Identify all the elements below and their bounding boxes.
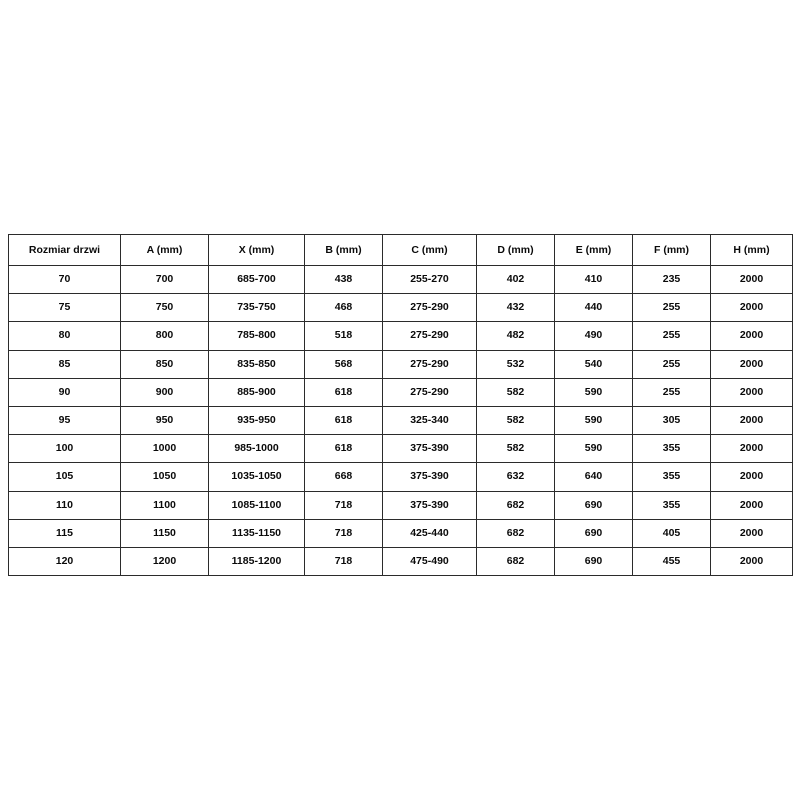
cell-x: 785-800: [209, 322, 305, 350]
cell-c: 375-390: [383, 463, 477, 491]
cell-x: 885-900: [209, 378, 305, 406]
cell-a: 750: [121, 294, 209, 322]
cell-d: 482: [477, 322, 555, 350]
cell-h: 2000: [711, 519, 793, 547]
cell-h: 2000: [711, 548, 793, 576]
cell-c: 255-270: [383, 266, 477, 294]
table-row: [9, 350, 793, 378]
cell-x: 985-1000: [209, 435, 305, 463]
cell-c: 475-490: [383, 548, 477, 576]
table-row: [9, 266, 793, 294]
cell-d: 432: [477, 294, 555, 322]
cell-b: 618: [305, 435, 383, 463]
cell-f: 405: [633, 519, 711, 547]
cell-h: 2000: [711, 378, 793, 406]
table-row: [9, 435, 793, 463]
cell-e: 690: [555, 548, 633, 576]
cell-d: 582: [477, 378, 555, 406]
cell-h: 2000: [711, 322, 793, 350]
cell-b: 518: [305, 322, 383, 350]
cell-c: 275-290: [383, 378, 477, 406]
cell-b: 618: [305, 407, 383, 435]
cell-b: 668: [305, 463, 383, 491]
column-header-rozmiar-drzwi: Rozmiar drzwi: [9, 235, 121, 266]
table-row: [9, 378, 793, 406]
table-row: [9, 548, 793, 576]
cell-x: 835-850: [209, 350, 305, 378]
cell-d: 582: [477, 435, 555, 463]
cell-a: 900: [121, 378, 209, 406]
cell-size: 75: [9, 294, 121, 322]
cell-a: 1150: [121, 519, 209, 547]
cell-h: 2000: [711, 491, 793, 519]
cell-a: 1200: [121, 548, 209, 576]
cell-c: 425-440: [383, 519, 477, 547]
cell-a: 1050: [121, 463, 209, 491]
cell-x: 1135-1150: [209, 519, 305, 547]
cell-b: 718: [305, 548, 383, 576]
cell-f: 255: [633, 350, 711, 378]
cell-f: 355: [633, 463, 711, 491]
cell-f: 305: [633, 407, 711, 435]
cell-size: 70: [9, 266, 121, 294]
cell-f: 255: [633, 294, 711, 322]
cell-b: 568: [305, 350, 383, 378]
cell-e: 590: [555, 407, 633, 435]
cell-size: 120: [9, 548, 121, 576]
cell-x: 685-700: [209, 266, 305, 294]
column-header-h: H (mm): [711, 235, 793, 266]
cell-size: 105: [9, 463, 121, 491]
table-row: [9, 294, 793, 322]
cell-b: 468: [305, 294, 383, 322]
cell-d: 682: [477, 548, 555, 576]
cell-c: 375-390: [383, 435, 477, 463]
cell-a: 800: [121, 322, 209, 350]
cell-c: 375-390: [383, 491, 477, 519]
cell-e: 590: [555, 435, 633, 463]
cell-size: 115: [9, 519, 121, 547]
cell-h: 2000: [711, 350, 793, 378]
cell-a: 850: [121, 350, 209, 378]
cell-b: 618: [305, 378, 383, 406]
cell-a: 1100: [121, 491, 209, 519]
cell-h: 2000: [711, 266, 793, 294]
cell-f: 455: [633, 548, 711, 576]
table-row: [9, 407, 793, 435]
cell-size: 100: [9, 435, 121, 463]
cell-x: 1185-1200: [209, 548, 305, 576]
cell-size: 80: [9, 322, 121, 350]
cell-f: 355: [633, 435, 711, 463]
cell-c: 275-290: [383, 322, 477, 350]
dimensions-table: [8, 234, 793, 576]
cell-d: 682: [477, 491, 555, 519]
cell-size: 90: [9, 378, 121, 406]
cell-d: 632: [477, 463, 555, 491]
cell-x: 1035-1050: [209, 463, 305, 491]
cell-c: 325-340: [383, 407, 477, 435]
cell-x: 1085-1100: [209, 491, 305, 519]
cell-e: 690: [555, 491, 633, 519]
cell-e: 640: [555, 463, 633, 491]
cell-c: 275-290: [383, 350, 477, 378]
table-row: [9, 519, 793, 547]
cell-f: 255: [633, 378, 711, 406]
cell-h: 2000: [711, 463, 793, 491]
cell-x: 935-950: [209, 407, 305, 435]
column-header-f: F (mm): [633, 235, 711, 266]
column-header-x: X (mm): [209, 235, 305, 266]
cell-e: 490: [555, 322, 633, 350]
cell-size: 95: [9, 407, 121, 435]
cell-f: 255: [633, 322, 711, 350]
column-header-b: B (mm): [305, 235, 383, 266]
table-row: [9, 463, 793, 491]
cell-e: 410: [555, 266, 633, 294]
cell-d: 682: [477, 519, 555, 547]
dimensions-table-container: [8, 234, 792, 576]
table-row: [9, 491, 793, 519]
cell-d: 582: [477, 407, 555, 435]
cell-a: 700: [121, 266, 209, 294]
cell-e: 690: [555, 519, 633, 547]
cell-a: 1000: [121, 435, 209, 463]
cell-f: 355: [633, 491, 711, 519]
cell-b: 718: [305, 519, 383, 547]
cell-h: 2000: [711, 407, 793, 435]
table-header-row: [9, 235, 793, 266]
cell-b: 438: [305, 266, 383, 294]
table-body: [9, 266, 793, 576]
cell-a: 950: [121, 407, 209, 435]
cell-size: 85: [9, 350, 121, 378]
cell-e: 540: [555, 350, 633, 378]
cell-d: 532: [477, 350, 555, 378]
cell-b: 718: [305, 491, 383, 519]
table-header: [9, 235, 793, 266]
cell-x: 735-750: [209, 294, 305, 322]
cell-e: 590: [555, 378, 633, 406]
cell-f: 235: [633, 266, 711, 294]
cell-h: 2000: [711, 294, 793, 322]
cell-size: 110: [9, 491, 121, 519]
column-header-a: A (mm): [121, 235, 209, 266]
cell-c: 275-290: [383, 294, 477, 322]
cell-h: 2000: [711, 435, 793, 463]
cell-e: 440: [555, 294, 633, 322]
column-header-c: C (mm): [383, 235, 477, 266]
column-header-d: D (mm): [477, 235, 555, 266]
cell-d: 402: [477, 266, 555, 294]
table-row: [9, 322, 793, 350]
column-header-e: E (mm): [555, 235, 633, 266]
